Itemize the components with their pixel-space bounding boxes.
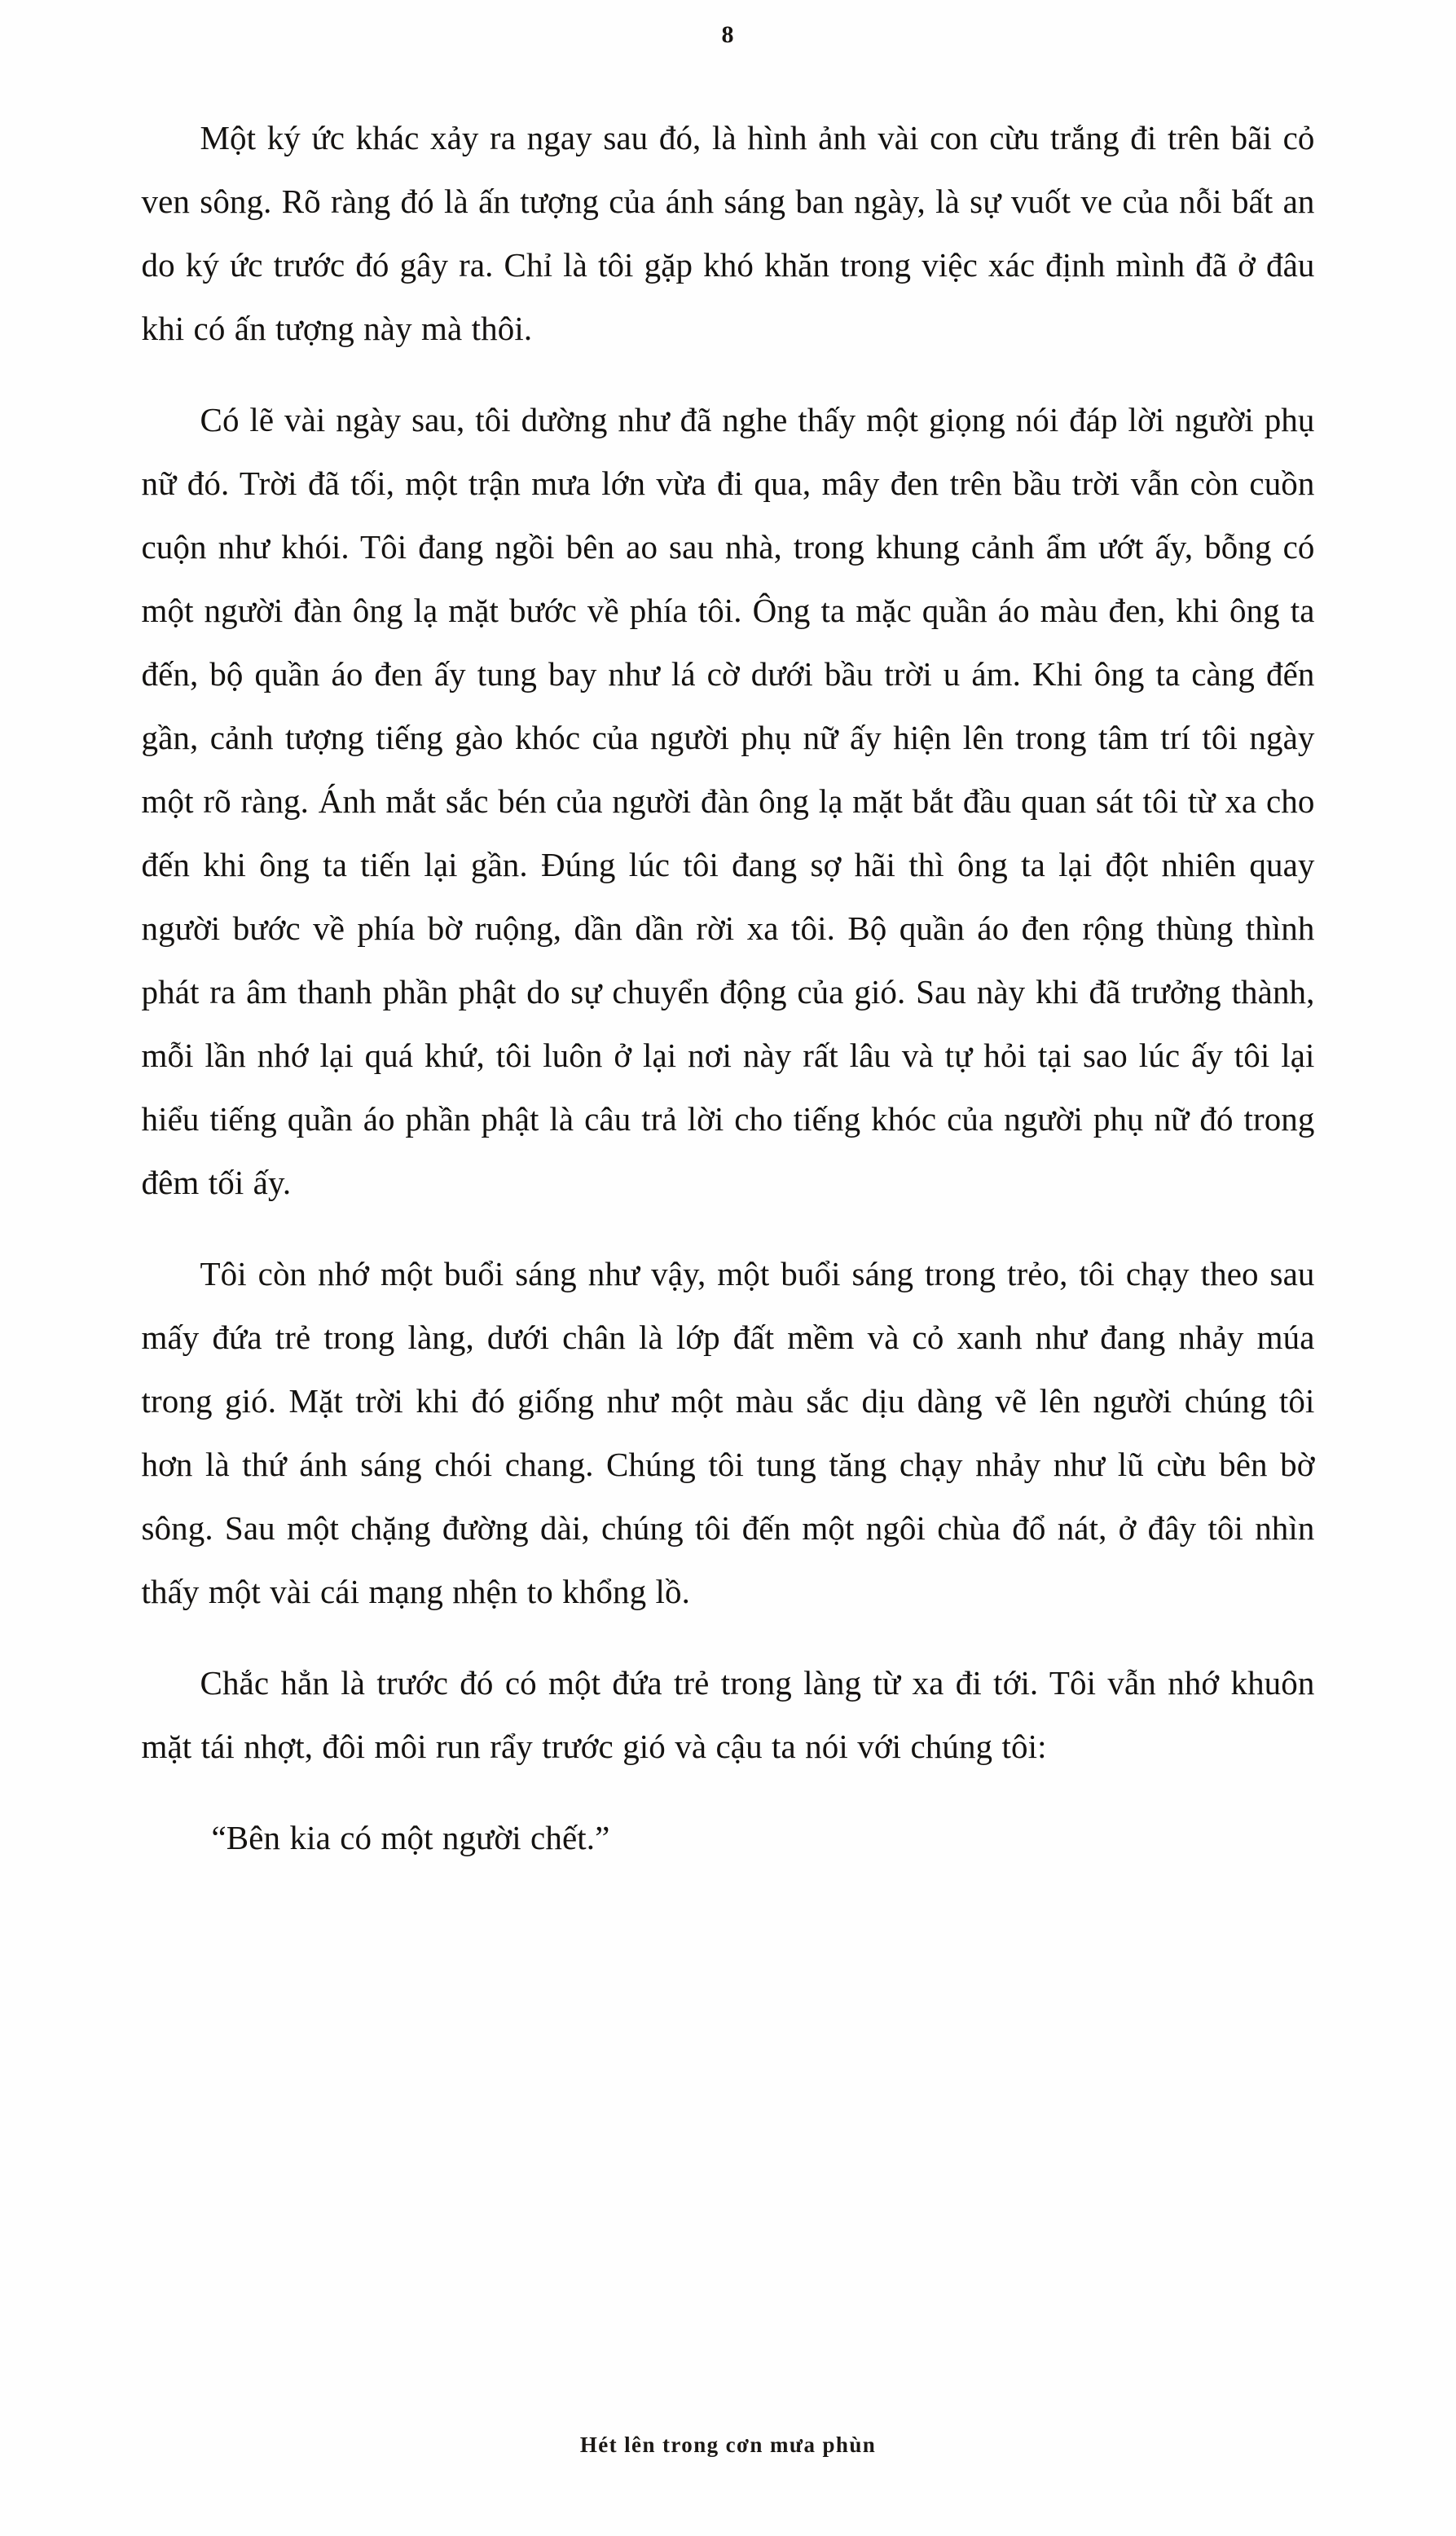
- paragraph: Có lẽ vài ngày sau, tôi dường như đã nghe thấy một giọng nói đáp lời người phụ nữ đó. Trời đã tối, một trận mưa lớn vừa đi qua, mây đen trên bầu trời vẫn còn cuồn cuộn như khói. Tôi đang ngồi bên ao sau nhà, trong khung cảnh ẩm ướt ấy, bỗng có một người đàn ông lạ mặt bước về phía tôi. Ông ta mặc quần áo màu đen, khi ông ta đến, bộ quần áo đen ấy tung bay như lá cờ dưới bầu trời u ám. Khi ông ta càng đến gần, cảnh tượng tiếng gào khóc của người phụ nữ ấy hiện lên trong tâm trí tôi ngày một rõ ràng. Ánh mắt sắc bén của người đàn ông lạ mặt bắt đầu quan sát tôi từ xa cho đến khi ông ta tiến lại gần. Đúng lúc tôi đang sợ hãi thì ông ta lại đột nhiên quay người bước về phía bờ ruộng, dần dần rời xa tôi. Bộ quần áo đen rộng thùng thình phát ra âm thanh phần phật do sự chuyển động của gió. Sau này khi đã trưởng thành, mỗi lần nhớ lại quá khứ, tôi luôn ở lại nơi này rất lâu và tự hỏi tại sao lúc ấy tôi lại hiểu tiếng quần áo phần phật là câu trả lời cho tiếng khóc của người phụ nữ đó trong đêm tối ấy.: [141, 401, 1315, 1201]
- running-footer-title: Hét lên trong cơn mưa phùn: [579, 2433, 877, 2457]
- paragraph: Một ký ức khác xảy ra ngay sau đó, là hình ảnh vài con cừu trắng đi trên bãi cỏ ven sông. Rõ ràng đó là ấn tượng của ánh sáng ban ngày, là sự vuốt ve của nỗi bất an do ký ức trước đó gây ra. Chỉ là tôi gặp khó khăn trong việc xác định mình đã ở đâu khi có ấn tượng này mà thôi.: [141, 119, 1315, 347]
- paragraph: Tôi còn nhớ một buổi sáng như vậy, một buổi sáng trong trẻo, tôi chạy theo sau mấy đứa trẻ trong làng, dưới chân là lớp đất mềm và cỏ xanh như đang nhảy múa trong gió. Mặt trời khi đó giống như một màu sắc dịu dàng vẽ lên người chúng tôi hơn là thứ ánh sáng chói chang. Chúng tôi tung tăng chạy nhảy như lũ cừu bên bờ sông. Sau một chặng đường dài, chúng tôi đến một ngôi chùa đổ nát, ở đây tôi nhìn thấy một vài cái mạng nhện to khổng lồ.: [141, 1255, 1315, 1610]
- paragraph: Chắc hẳn là trước đó có một đứa trẻ trong làng từ xa đi tới. Tôi vẫn nhớ khuôn mặt tái nhợt, đôi môi run rẩy trước gió và cậu ta nói với chúng tôi:: [141, 1664, 1315, 1765]
- dialogue-quote: “Bên kia có một người chết.”: [211, 1819, 610, 1856]
- page-body: [142, 49, 1315, 1869]
- page-number: 8: [721, 21, 735, 48]
